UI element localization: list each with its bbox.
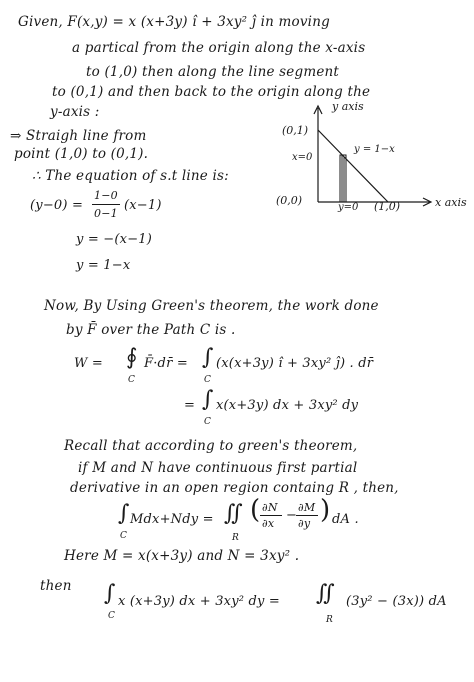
eq1-rhs: (x−1)	[124, 198, 162, 213]
straight-line-intro-3: ∴ The equation of s.t line is:	[32, 168, 229, 184]
final-sub-c: C	[108, 611, 116, 621]
work-rhs: (x(x+3y) î + 3xy² ĵ) . dr̄	[216, 356, 374, 371]
point-top-label: (0,1)	[282, 124, 309, 137]
eq1-fraction-bar	[92, 204, 120, 205]
line-integral-sub-c: C	[128, 375, 136, 385]
theorem-sub-r: R	[232, 533, 239, 543]
problem-line-2: a partical from the origin along the x-axis	[72, 40, 366, 56]
straight-line-intro-1: ⇒ Straigh line from	[10, 128, 147, 144]
theorem-dM: ∂M	[298, 501, 316, 514]
theorem-dA: dA .	[332, 512, 359, 527]
then-label: then	[40, 578, 72, 594]
final-lhs: x (x+3y) dx + 3xy² dy =	[118, 594, 280, 609]
hypotenuse-line	[318, 130, 388, 202]
theorem-minus: −	[286, 508, 298, 523]
vertical-strip	[340, 155, 346, 202]
final-integral-symbol: ∫	[104, 581, 116, 606]
eq1-numerator: 1−0	[94, 189, 118, 202]
theorem-dx: ∂x	[262, 517, 275, 530]
triangle-region-diagram	[270, 100, 470, 225]
point-right-label: (1,0)	[374, 200, 401, 213]
recall-line-3: derivative in an open region containg R , then,	[70, 480, 399, 496]
eq1-denominator: 0−1	[94, 207, 118, 220]
work-middle: F̄·dr̄ =	[144, 356, 188, 371]
theorem-dN: ∂N	[262, 501, 278, 514]
final-sub-r: R	[326, 615, 333, 625]
point-origin-label: (0,0)	[276, 194, 303, 207]
theorem-integral-symbol: ∫	[118, 501, 130, 526]
theorem-close-paren: )	[320, 495, 331, 525]
greens-intro-2: by F̄ over the Path C is .	[66, 322, 236, 338]
theorem-lhs: Mdx+Ndy =	[130, 512, 214, 527]
hypotenuse-equation-label: y = 1−x	[354, 144, 395, 155]
eq2: y = −(x−1)	[76, 232, 153, 247]
here-statement: Here M = x(x+3y) and N = 3xy² .	[64, 548, 300, 564]
final-rhs: (3y² − (3x)) dA	[346, 594, 447, 609]
greens-intro-1: Now, By Using Green's theorem, the work done	[44, 298, 379, 314]
final-double-integral: ∬	[316, 581, 335, 606]
theorem-dy: ∂y	[298, 517, 311, 530]
integral-3-sub-c: C	[204, 417, 212, 427]
integral-symbol-3: ∫	[202, 387, 214, 412]
recall-line-2: if M and N have continuous first partial	[78, 460, 358, 476]
integral-2-sub-c: C	[204, 375, 212, 385]
eq3: y = 1−x	[76, 258, 131, 273]
work-2-rhs: x(x+3y) dx + 3xy² dy	[216, 398, 359, 413]
work-lhs: W =	[74, 356, 103, 371]
problem-line-1: Given, F(x,y) = x (x+3y) î + 3xy² ĵ in moving	[18, 14, 330, 30]
problem-line-4: to (0,1) and then back to the origin along the	[52, 84, 371, 100]
recall-line-1: Recall that according to green's theorem,	[64, 438, 358, 454]
work-2-equals: =	[184, 398, 196, 413]
theorem-sub-c: C	[120, 531, 128, 541]
line-integral-symbol: ∮	[126, 345, 138, 370]
theorem-double-integral: ∬	[224, 501, 243, 526]
integral-symbol-2: ∫	[202, 345, 214, 370]
theorem-open-paren: (	[250, 495, 261, 525]
problem-line-3: to (1,0) then along the line segment	[86, 64, 340, 80]
x-equals-zero-label: x=0	[292, 152, 313, 163]
eq1-lhs: (y−0) =	[30, 198, 84, 213]
straight-line-intro-2: point (1,0) to (0,1).	[14, 146, 149, 162]
x-axis-label: x axis	[435, 196, 467, 209]
y-axis-label: y axis	[332, 100, 364, 113]
problem-line-5: y-axis :	[50, 104, 100, 120]
y-equals-zero-label: y=0	[338, 202, 359, 213]
